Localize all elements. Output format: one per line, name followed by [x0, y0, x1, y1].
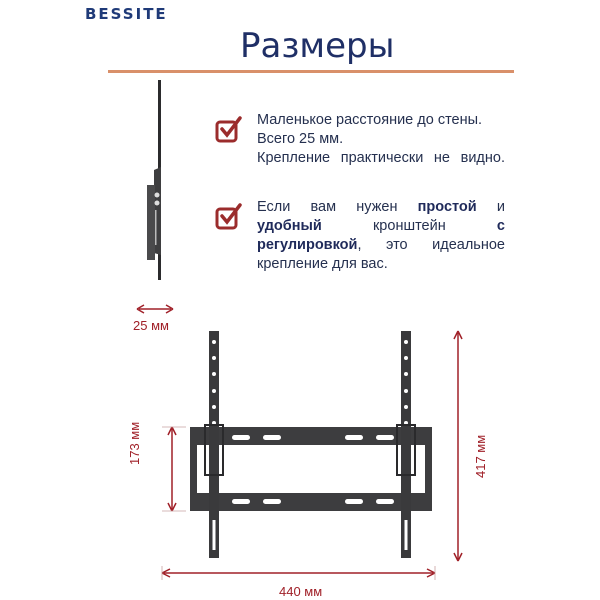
feature-item	[215, 111, 507, 191]
depth-label: 25 мм	[133, 318, 169, 333]
checkbox-checked-icon	[215, 202, 243, 230]
feature-item	[215, 198, 507, 278]
page-title: Размеры	[240, 26, 395, 66]
vesa-height-label: 173 мм	[127, 421, 142, 465]
title-underline	[108, 70, 514, 73]
brand-logo: BESSITE	[85, 5, 168, 23]
mount-side-profile	[130, 75, 190, 290]
depth-arrow-icon	[135, 302, 175, 316]
mount-front-view	[150, 325, 480, 585]
width-label: 440 мм	[279, 584, 323, 599]
feature-text: Маленькое расстояние до стены. Всего 25 мм. Крепление практически не видно.	[257, 112, 505, 166]
total-height-label: 417 мм	[473, 434, 488, 478]
feature-text: Если вам нужен простой и удобный кронштейн с регулировкой, это идеальное крепление для вас.	[257, 199, 505, 272]
checkbox-checked-icon	[215, 115, 243, 143]
